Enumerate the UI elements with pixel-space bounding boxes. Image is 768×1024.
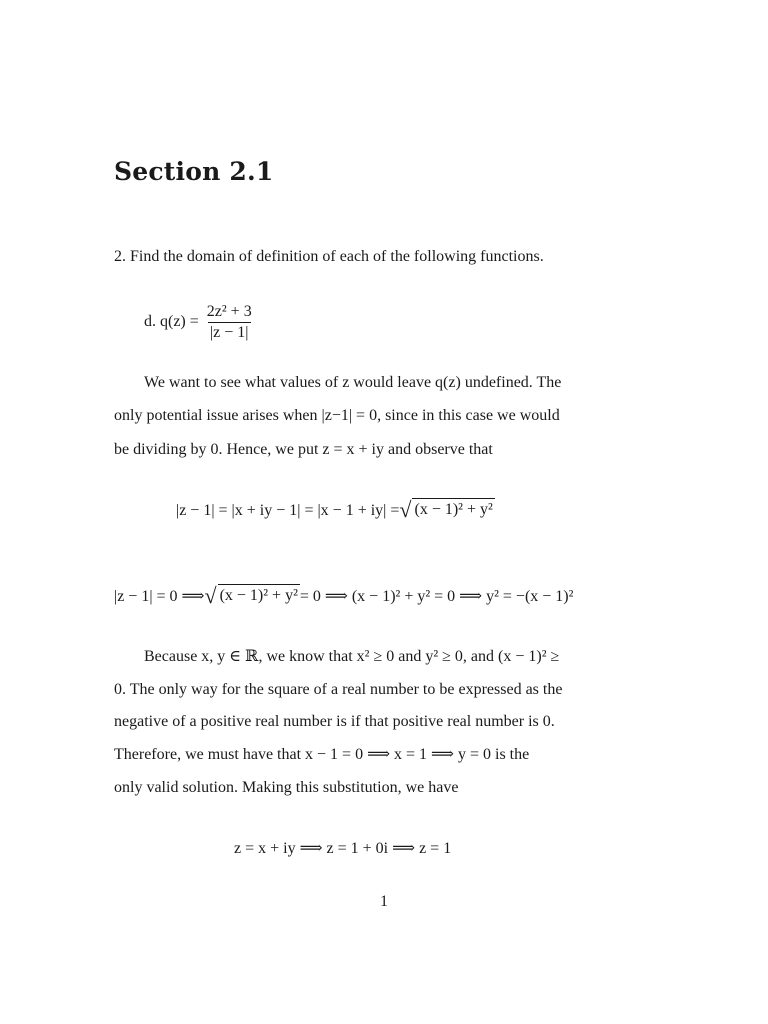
- display-equation-2: [114, 584, 573, 606]
- radical-sign-icon: √: [204, 583, 217, 608]
- argument-line-5: only valid solution. Making this substitution, we have: [114, 779, 459, 796]
- equation-2-part-1: |z − 1| = 0 ⟹: [114, 588, 205, 605]
- section-title: Section 2.1: [114, 157, 274, 186]
- problem-statement: 2. Find the domain of definition of each of the following functions.: [114, 248, 544, 265]
- equation-1-lhs: |z − 1| = |x + iy − 1| = |x − 1 + iy| =: [176, 502, 400, 519]
- function-definition: [144, 298, 254, 346]
- argument-line-2: 0. The only way for the square of a real number to be expressed as the: [114, 681, 563, 698]
- argument-line-4: Therefore, we must have that x − 1 = 0 ⟹ x = 1 ⟹ y = 0 is the: [114, 746, 530, 763]
- page-number: 1: [380, 893, 388, 910]
- part-label: d. q(z) =: [144, 313, 199, 330]
- radicand: (x − 1)² + y²: [412, 498, 494, 520]
- display-equation-1: [176, 498, 495, 520]
- solution-line-2: only potential issue arises when |z−1| = 0, since in this case we would: [114, 407, 560, 424]
- radical-sign-icon: √: [399, 497, 412, 522]
- square-root: [399, 498, 494, 520]
- fraction: [205, 302, 254, 343]
- radicand: (x − 1)² + y²: [218, 584, 300, 606]
- solution-line-1: We want to see what values of z would leave q(z) undefined. The: [144, 374, 562, 391]
- equation-2-part-2: = 0 ⟹ (x − 1)² + y² = 0 ⟹ y² = −(x − 1)²: [299, 588, 574, 605]
- argument-line-1: Because x, y ∈ ℝ, we know that x² ≥ 0 and y² ≥ 0, and (x − 1)² ≥: [144, 648, 560, 665]
- argument-line-3: negative of a positive real number is if that positive real number is 0.: [114, 713, 555, 730]
- fraction-numerator: 2z² + 3: [206, 302, 252, 320]
- display-equation-3: z = x + iy ⟹ z = 1 + 0i ⟹ z = 1: [234, 840, 452, 857]
- square-root: [205, 584, 300, 606]
- fraction-denominator: |z − 1|: [209, 323, 249, 341]
- solution-line-3: be dividing by 0. Hence, we put z = x + iy and observe that: [114, 441, 493, 458]
